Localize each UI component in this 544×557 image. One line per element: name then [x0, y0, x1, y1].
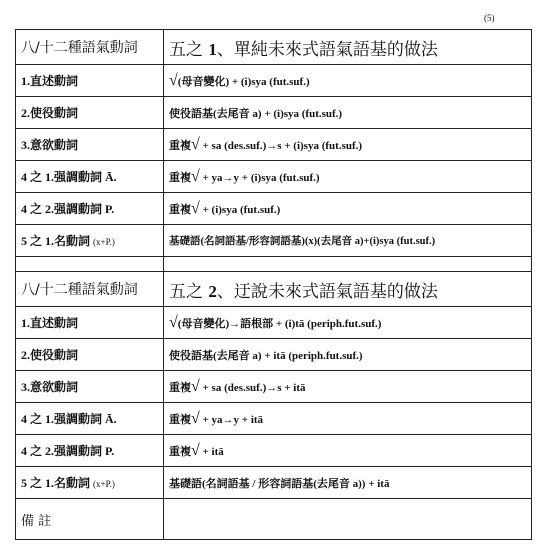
- row-rule: 重複√ + itā: [164, 435, 532, 467]
- row-rule: 基礎語(名詞語基/形容詞語基)(x)(去尾音 a)+(i)sya (fut.suf.): [164, 225, 532, 257]
- table-row: [16, 129, 532, 161]
- section2-header-label: 八/十二種語氣動詞: [16, 272, 164, 307]
- section1-header-label: 八/十二種語氣動詞: [16, 30, 164, 65]
- section2-title: 五之 2、迂說未來式語氣語基的做法: [164, 272, 532, 307]
- section1-header-row: [16, 30, 532, 65]
- root-sign: √: [169, 313, 178, 331]
- row-rule: 使役語基(去尾音 a) + itā (periph.fut.suf.): [164, 339, 532, 371]
- page-number: (5): [484, 13, 495, 23]
- root-sign: √: [191, 441, 200, 459]
- table-row: [16, 339, 532, 371]
- table-row: [16, 371, 532, 403]
- table-row: [16, 435, 532, 467]
- row-label: 4 之 2.强調動詞 P.: [16, 193, 164, 225]
- table-row: [16, 65, 532, 97]
- row-rule: 重複√ + sa (des.suf.)→s + (i)sya (fut.suf.): [164, 129, 532, 161]
- section1-title: 五之 1、單純未來式語氣語基的做法: [164, 30, 532, 65]
- root-sign: √: [191, 135, 200, 153]
- root-sign: √: [191, 199, 200, 217]
- row-label: 3.意欲動詞: [16, 371, 164, 403]
- note-label: 備 註: [16, 499, 164, 540]
- root-sign: √: [191, 409, 200, 427]
- row-label: 4 之 2.强調動詞 P.: [16, 435, 164, 467]
- table-row: [16, 307, 532, 339]
- row-label: 5 之 1.名動詞 (x+P.): [16, 467, 164, 499]
- root-sign: √: [191, 377, 200, 395]
- row-rule: 重複√ + sa (des.suf.)→s + itā: [164, 371, 532, 403]
- table-row: [16, 225, 532, 257]
- row-label: 2.使役動詞: [16, 339, 164, 371]
- section-spacer: [16, 257, 532, 272]
- row-label: 1.直述動詞: [16, 307, 164, 339]
- table-row: [16, 467, 532, 499]
- table-row: [16, 193, 532, 225]
- future-stem-table: [15, 29, 532, 540]
- note-row: [16, 499, 532, 540]
- row-rule: 基礎語(名詞語基 / 形容詞語基(去尾音 a)) + itā: [164, 467, 532, 499]
- row-label: 1.直述動詞: [16, 65, 164, 97]
- table-row: [16, 161, 532, 193]
- row-rule: 重複√ + (i)sya (fut.suf.): [164, 193, 532, 225]
- root-sign: √: [169, 71, 178, 89]
- row-rule: √(母音變化)→語根部 + (i)tā (periph.fut.suf.): [164, 307, 532, 339]
- note-content: [164, 499, 532, 540]
- row-rule: √(母音變化) + (i)sya (fut.suf.): [164, 65, 532, 97]
- row-rule: 重複√ + ya→y + itā: [164, 403, 532, 435]
- section2-header-row: [16, 272, 532, 307]
- root-sign: √: [191, 167, 200, 185]
- row-label: 3.意欲動詞: [16, 129, 164, 161]
- row-label: 4 之 1.强調動詞 Ā.: [16, 403, 164, 435]
- row-rule: 使役語基(去尾音 a) + (i)sya (fut.suf.): [164, 97, 532, 129]
- row-rule: 重複√ + ya→y + (i)sya (fut.suf.): [164, 161, 532, 193]
- table-row: [16, 403, 532, 435]
- table-row: [16, 97, 532, 129]
- row-label: 5 之 1.名動詞 (x+P.): [16, 225, 164, 257]
- row-label: 2.使役動詞: [16, 97, 164, 129]
- row-label: 4 之 1.强調動詞 Ā.: [16, 161, 164, 193]
